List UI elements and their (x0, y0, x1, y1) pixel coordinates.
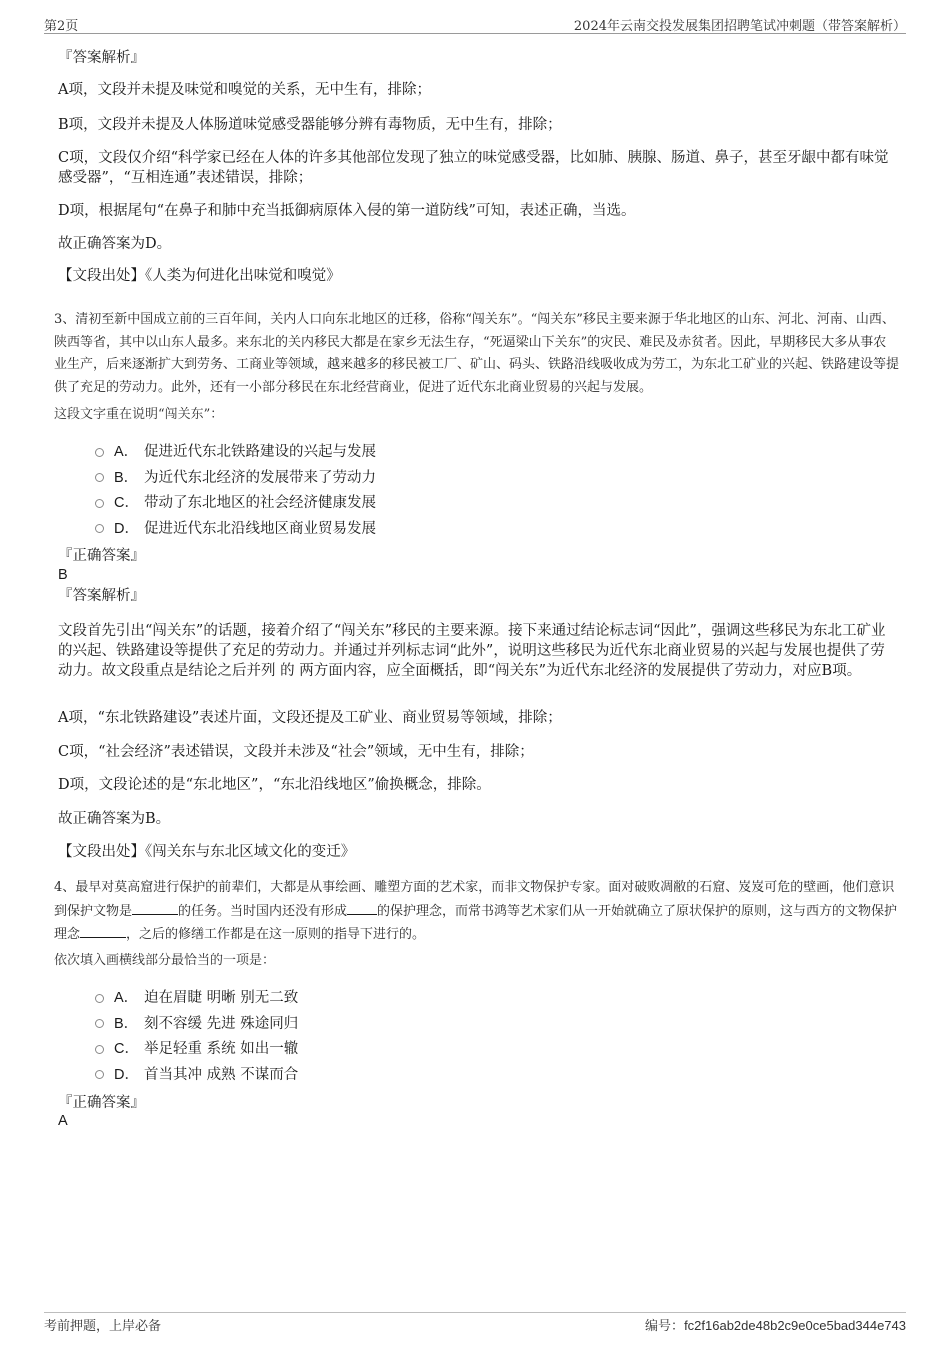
analysis-heading: 『答案解析』 (58, 588, 145, 604)
option-b[interactable]: B． 为近代东北经济的发展带来了劳动力 (95, 464, 376, 490)
option-d[interactable]: D． 促进近代东北沿线地区商业贸易发展 (95, 515, 376, 541)
analysis-paragraph: D项，文段论述的是“东北地区”，“东北沿线地区”偷换概念，排除。 (58, 777, 491, 793)
option-b[interactable]: B． 刻不容缓 先进 殊途同归 (95, 1010, 298, 1036)
analysis-paragraph: D项，根据尾句“在鼻子和肺中充当抵御病原体入侵的第一道防线”可知，表述正确，当选。 (58, 203, 636, 219)
option-list (95, 438, 376, 540)
source-citation: 【文段出处】《人类为何进化出味觉和嗅觉》 (58, 268, 341, 284)
option-a[interactable]: A． 促进近代东北铁路建设的兴起与发展 (95, 438, 376, 464)
correct-answer: B (58, 567, 68, 583)
analysis-heading: 『答案解析』 (58, 50, 145, 66)
analysis-paragraph: 文段首先引出“闯关东”的话题，接着介绍了“闯关东”移民的主要来源。接下来通过结论标志词“因此”，强调这些移民为东北工矿业的兴起、铁路建设等提供了充足的劳动力。并通过并列标志词“此外”，说明这些移民为近代东北商业贸易的兴起与发展也提供了劳动力。故文段重点是结论之后并列 的 两方面内容，应全面概括，即“闯关东”为近代东北经济的发展提供了劳动力，对应B项。 (58, 623, 886, 679)
radio-icon[interactable] (95, 473, 104, 482)
document-code: 编号：fc2f16ab2de48b2c9e0ce5bad344e743 (645, 1318, 906, 1334)
radio-icon[interactable] (95, 1045, 104, 1054)
page-number: 第2页 (44, 19, 79, 34)
footer-slogan: 考前押题，上岸必备 (44, 1319, 162, 1334)
radio-icon[interactable] (95, 499, 104, 508)
option-c[interactable]: C． 带动了东北地区的社会经济健康发展 (95, 489, 376, 515)
fill-blank-3 (80, 923, 126, 938)
radio-icon[interactable] (95, 448, 104, 457)
question-stem: 4、最早对莫高窟进行保护的前辈们，大都是从事绘画、雕塑方面的艺术家，而非文物保护专家。面对破败凋敝的石窟、岌岌可危的壁画，他们意识到保护文物是 的任务。当时国内还没有形成 的保护理念，而常书鸿等艺术家们从一开始就确立了原状保护的原则，这与西方的文物保护理念 ，之后的修缮工作都是在这一原则的指导下进行的。 (54, 880, 898, 942)
question-prompt: 这段文字重在说明“闯关东”： (54, 407, 224, 422)
source-citation: 【文段出处】《闯关东与东北区域文化的变迁》 (58, 844, 356, 860)
radio-icon[interactable] (95, 994, 104, 1003)
question-stem: 3、清初至新中国成立前的三百年间，关内人口向东北地区的迁移，俗称“闯关东”。“闯关东”移民主要来源于华北地区的山东、河北、河南、山西、陕西等省，其中以山东人最多。来东北的关内移民大都是在家乡无法生存，“死逼梁山下关东”的灾民、难民及赤贫者。因此，早期移民大多从事农业生产，后来逐渐扩大到劳务、工商业等领域，越来越多的移民被工厂、矿山、码头、铁路沿线吸收成为劳工，为东北工矿业的兴起、铁路建设等提供了充足的劳动力。此外，还有一小部分移民在东北经营商业，促进了近代东北商业贸易的兴起与发展。 (54, 312, 900, 395)
fill-blank-2 (347, 900, 377, 915)
correct-answer: A (58, 1113, 68, 1129)
option-a[interactable]: A． 迫在眉睫 明晰 别无二致 (95, 984, 298, 1010)
answer-conclusion: 故正确答案为D。 (58, 236, 172, 252)
radio-icon[interactable] (95, 524, 104, 533)
option-list (95, 984, 298, 1086)
analysis-paragraph: A项，文段并未提及味觉和嗅觉的关系，无中生有，排除； (58, 82, 431, 98)
question-prompt: 依次填入画横线部分最恰当的一项是： (54, 953, 276, 968)
analysis-paragraph: C项，文段仅介绍“科学家已经在人体的许多其他部位发现了独立的味觉感受器，比如肺、胰腺、肠道、鼻子，甚至牙龈中都有味觉感受器”，“互相连通”表述错误，排除； (58, 150, 889, 186)
document-title: 2024年云南交投发展集团招聘笔试冲刺题（带答案解析） (573, 19, 906, 34)
option-c[interactable]: C． 举足轻重 系统 如出一辙 (95, 1035, 298, 1061)
analysis-paragraph: B项，文段并未提及人体肠道味觉感受器能够分辨有毒物质，无中生有，排除； (58, 117, 562, 133)
radio-icon[interactable] (95, 1019, 104, 1028)
option-d[interactable]: D． 首当其冲 成熟 不谋而合 (95, 1061, 298, 1087)
correct-answer-heading: 『正确答案』 (58, 548, 145, 564)
answer-conclusion: 故正确答案为B。 (58, 811, 171, 827)
correct-answer-heading: 『正确答案』 (58, 1095, 145, 1111)
page-header (44, 14, 906, 34)
fill-blank-1 (132, 900, 178, 915)
analysis-paragraph: C项，“社会经济”表述错误，文段并未涉及“社会”领域，无中生有，排除； (58, 744, 534, 760)
page-footer (44, 1312, 906, 1335)
radio-icon[interactable] (95, 1070, 104, 1079)
analysis-paragraph: A项，“东北铁路建设”表述片面，文段还提及工矿业、商业贸易等领域，排除； (58, 710, 562, 726)
